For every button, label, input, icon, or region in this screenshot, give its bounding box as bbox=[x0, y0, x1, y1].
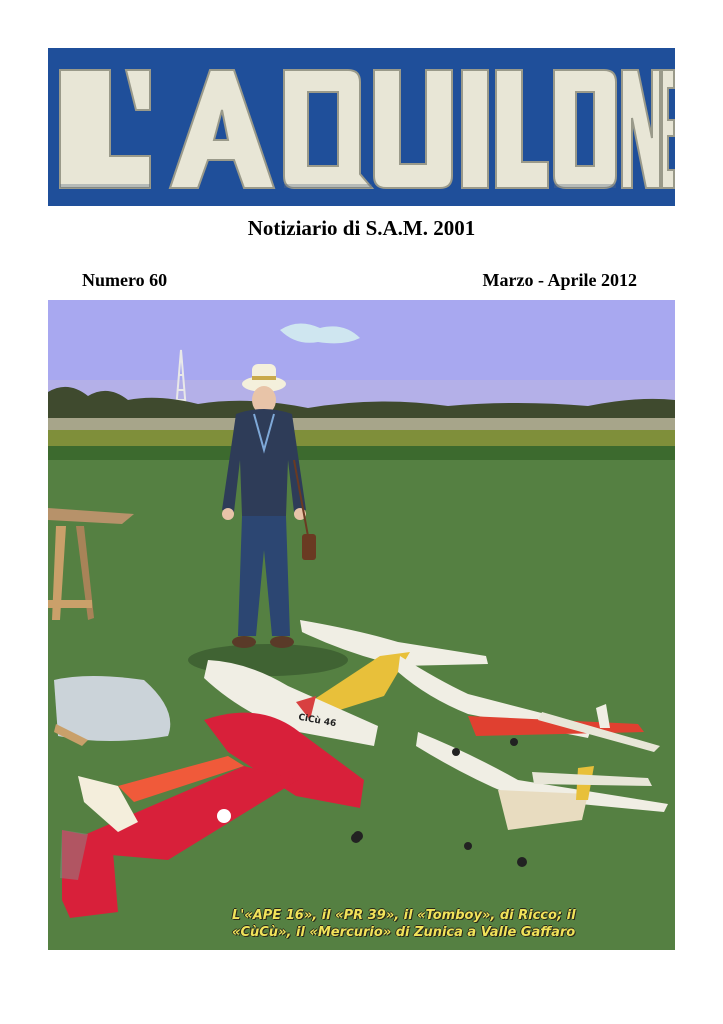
issue-number: Numero 60 bbox=[82, 270, 168, 290]
plane-registration: CiCù 46 bbox=[297, 712, 337, 730]
caption-line-1: L'«APE 16», il «PR 39», il «Tomboy», di Ricco; il bbox=[232, 908, 576, 923]
photo-caption bbox=[232, 907, 672, 941]
cover-photo bbox=[48, 300, 675, 950]
caption-line-2: «CùCù», il «Mercurio» di Zunica a Valle Gaffaro bbox=[232, 925, 576, 940]
masthead-banner bbox=[48, 48, 675, 206]
masthead-logo bbox=[48, 48, 675, 206]
newsletter-subtitle: Notiziario di S.A.M. 2001 bbox=[247, 216, 476, 240]
issue-date: Marzo - Aprile 2012 bbox=[482, 270, 637, 290]
field-scene-illustration bbox=[48, 300, 675, 950]
